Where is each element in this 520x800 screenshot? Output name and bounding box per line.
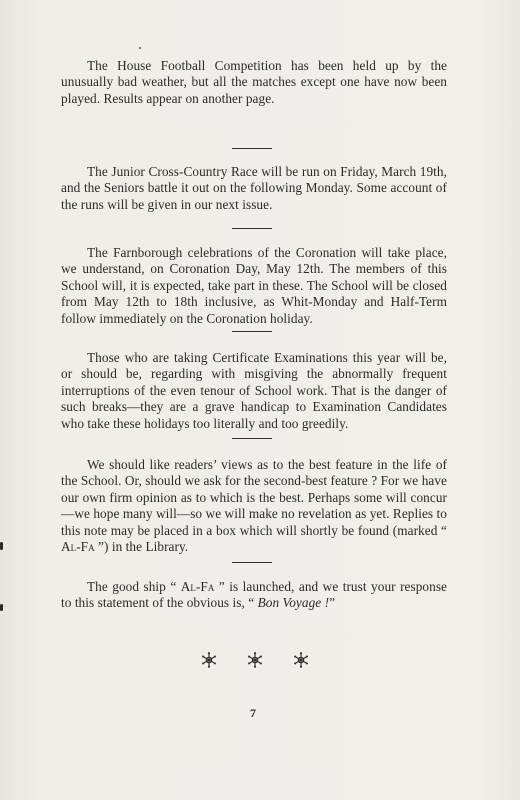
snowflake-ornament-icon	[246, 651, 264, 669]
paragraph-text: We should like readers’ views as to the best feature in the life of the School. Or, should we ask for the second-best feature ? For we have our own firm opinion as to which is the best. Perhaps some will concur—we hope many will—so we will make no revelation as yet. Replies to this note may be placed in a box which will shortly be found (marked “	[61, 457, 447, 538]
section-divider	[232, 438, 272, 439]
snowflake-ornament-icon	[292, 651, 310, 669]
paragraph-text: ”	[329, 595, 336, 611]
section-divider	[232, 562, 272, 563]
magazine-name: Al-Fa	[180, 579, 215, 594]
paragraph-text: ”) in the Library.	[94, 539, 189, 555]
section-divider	[232, 331, 272, 332]
magazine-name: Al-Fa	[61, 539, 95, 555]
paragraph-good-ship	[61, 579, 447, 612]
binding-mark	[0, 604, 3, 611]
snowflake-ornament-icon	[200, 651, 218, 669]
paragraph-examinations: Those who are taking Certificate Examinations this year will be, or should be, regarding with misgiving the abnormally frequent interruptions of the even tenour of School work. That is the danger of such breaks—they are a grave handicap to Examination Candidates who take these holidays too literally and too greedily.	[61, 350, 447, 431]
paper-speck	[139, 47, 141, 49]
binding-mark	[0, 542, 3, 550]
section-divider	[232, 148, 272, 149]
section-divider	[232, 228, 272, 229]
paragraph-cross-country: The Junior Cross-Country Race will be run on Friday, March 19th, and the Seniors battle it out on the following Monday. Some account of the runs will be given in our next issue.	[61, 164, 447, 212]
paragraph-coronation: The Farnborough celebrations of the Coronation will take place, we understand, on Coronation Day, May 12th. The members of this School will, it is expected, take part in these. The School will be closed from May 12th to 18th inclusive, as Whit-Monday and Half-Term follow immediately on the Coronation holiday.	[61, 245, 447, 326]
paragraph-readers-views	[61, 457, 447, 555]
ornament-row	[200, 650, 310, 670]
paragraph-text: The good ship “	[87, 579, 181, 594]
bon-voyage-text: Bon Voyage !	[257, 595, 330, 611]
paragraph-text: ” is launched, and we trust your response to this statement of the obvious is, “	[61, 579, 447, 611]
paragraph-football: The House Football Competition has been held up by the unusually bad weather, but all the matches except one have now been played. Results appear on another page.	[61, 58, 447, 106]
page-number: 7	[250, 706, 256, 720]
